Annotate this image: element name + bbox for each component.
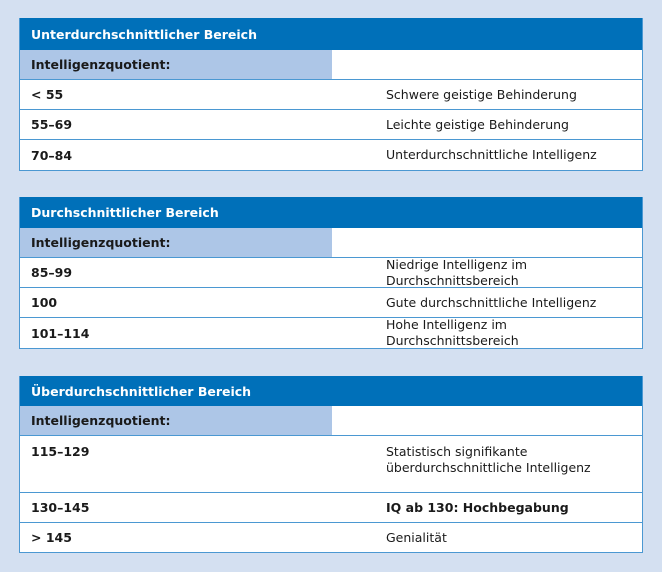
table-row bbox=[20, 80, 642, 110]
table-title: Unterdurchschnittlicher Bereich bbox=[20, 18, 642, 50]
subheader-empty-cell bbox=[332, 50, 642, 79]
subheader-label: Intelligenzquotient: bbox=[20, 228, 332, 257]
iq-description: Schwere geistige Behinderung bbox=[386, 86, 577, 102]
table-subheader bbox=[20, 228, 642, 258]
table-row bbox=[20, 318, 642, 348]
iq-range: 130–145 bbox=[31, 500, 90, 515]
iq-description: Unterdurchschnittliche Intelligenz bbox=[386, 147, 597, 162]
iq-description: Genialität bbox=[386, 529, 447, 545]
table-row bbox=[20, 258, 642, 288]
table-row bbox=[20, 523, 642, 552]
iq-description: Niedrige Intelligenz im Durchschnittsbereich bbox=[386, 256, 528, 288]
table-row bbox=[20, 110, 642, 140]
subheader-empty-cell bbox=[332, 228, 642, 257]
subheader-label: Intelligenzquotient: bbox=[20, 406, 332, 435]
table-row bbox=[20, 288, 642, 318]
iq-range: > 145 bbox=[31, 530, 72, 545]
iq-range: 85–99 bbox=[31, 265, 73, 280]
table-row bbox=[20, 140, 642, 170]
iq-range: 55–69 bbox=[31, 117, 73, 132]
iq-description: Hohe Intelligenz im Durchschnittsbereich bbox=[386, 317, 519, 348]
iq-range: < 55 bbox=[31, 87, 64, 102]
table-subheader bbox=[20, 50, 642, 80]
iq-range: 115–129 bbox=[31, 444, 90, 459]
iq-range: 100 bbox=[31, 295, 58, 310]
iq-range: 101–114 bbox=[31, 325, 90, 341]
iq-table-average bbox=[19, 197, 643, 349]
iq-description: Leichte geistige Behinderung bbox=[386, 116, 569, 132]
iq-range: 70–84 bbox=[31, 147, 73, 163]
iq-description: IQ ab 130: Hochbegabung bbox=[386, 499, 569, 515]
iq-description: Gute durchschnittliche Intelligenz bbox=[386, 294, 597, 310]
iq-description: Statistisch signifikante überdurchschnittliche Intelligenz bbox=[386, 444, 591, 475]
table-title: Überdurchschnittlicher Bereich bbox=[20, 376, 642, 406]
table-row bbox=[20, 493, 642, 523]
subheader-empty-cell bbox=[332, 406, 642, 435]
iq-table-above-average bbox=[19, 376, 643, 553]
table-title: Durchschnittlicher Bereich bbox=[20, 197, 642, 228]
iq-table-below-average bbox=[19, 18, 643, 171]
table-subheader bbox=[20, 406, 642, 436]
subheader-label: Intelligenzquotient: bbox=[20, 50, 332, 79]
table-row bbox=[20, 436, 642, 493]
